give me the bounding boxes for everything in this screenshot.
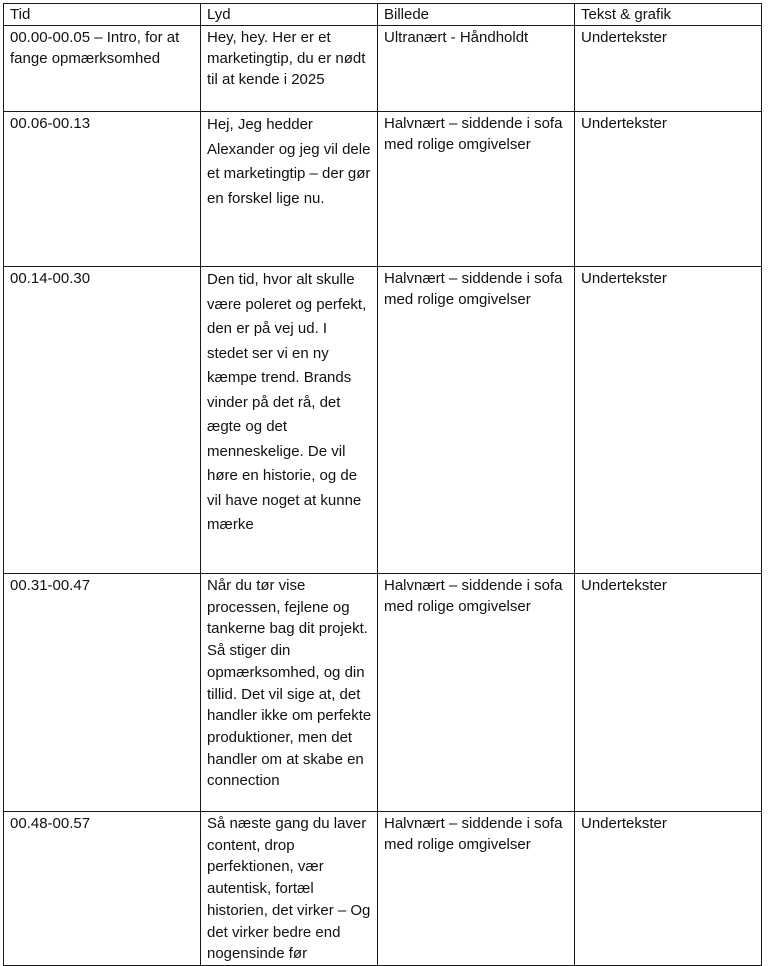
cell-tekst-grafik-text: Undertekster <box>581 115 667 132</box>
cell-tid-text: 00.00-00.05 – Intro, for at fange opmærksomhed <box>10 29 180 67</box>
cell-tid-text: 00.06-00.13 <box>10 115 91 132</box>
cell-tid <box>4 112 201 267</box>
table-row <box>4 26 762 112</box>
header-tekst-grafik: Tekst & grafik <box>575 4 762 26</box>
cell-tekst-grafik <box>575 112 762 267</box>
cell-billede-text: Ultranært - Håndholdt <box>384 29 529 46</box>
cell-tid <box>4 812 201 966</box>
cell-tekst-grafik <box>575 574 762 812</box>
table-row <box>4 267 762 574</box>
cell-lyd <box>201 574 378 812</box>
cell-lyd <box>201 812 378 966</box>
cell-billede-text: Halvnært – siddende i sofa med rolige omgivelser <box>384 115 563 153</box>
cell-billede <box>378 574 575 812</box>
cell-billede-text: Halvnært – siddende i sofa med rolige omgivelser <box>384 270 563 308</box>
header-tid: Tid <box>4 4 201 26</box>
cell-lyd-text: Den tid, hvor alt skulle være poleret og perfekt, den er på vej ud. I stedet ser vi en ny kæmpe trend. Brands vinder på det rå, det ægte og det menneskelige. De vil høre en historie, og de vil have noget at kunne mærke <box>207 271 367 533</box>
cell-tid-text: 00.14-00.30 <box>10 270 91 287</box>
table-row <box>4 574 762 812</box>
cell-tekst-grafik <box>575 26 762 112</box>
document-page <box>3 3 762 966</box>
cell-billede <box>378 112 575 267</box>
cell-lyd-text: Hey, hey. Her er et marketingtip, du er nødt til at kende i 2025 <box>207 29 366 88</box>
cell-tid-text: 00.48-00.57 <box>10 815 91 832</box>
cell-billede-text: Halvnært – siddende i sofa med rolige omgivelser <box>384 577 563 615</box>
cell-lyd-text: Så næste gang du laver content, drop perfektionen, vær autentisk, fortæl historien, det virker – Og det virker bedre end nogensinde før <box>207 815 371 963</box>
cell-tekst-grafik-text: Undertekster <box>581 577 667 594</box>
cell-tid <box>4 574 201 812</box>
cell-billede-text: Halvnært – siddende i sofa med rolige omgivelser <box>384 815 563 853</box>
cell-tekst-grafik-text: Undertekster <box>581 815 667 832</box>
cell-lyd-text: Hej, Jeg hedder Alexander og jeg vil dele et marketingtip – der gør en forskel lige nu. <box>207 116 371 207</box>
cell-lyd-text: Når du tør vise processen, fejlene og tankerne bag dit projekt. Så stiger din opmærksomhed, og din tillid. Det vil sige at, det handler ikke om perfekte produktioner, men det handler om at skabe en connection <box>207 577 372 790</box>
cell-lyd <box>201 26 378 112</box>
cell-lyd <box>201 112 378 267</box>
cell-tid <box>4 26 201 112</box>
table-row <box>4 812 762 966</box>
header-lyd: Lyd <box>201 4 378 26</box>
table-row <box>4 112 762 267</box>
cell-tid <box>4 267 201 574</box>
cell-tekst-grafik-text: Undertekster <box>581 29 667 46</box>
cell-tid-text: 00.31-00.47 <box>10 577 91 594</box>
cell-tekst-grafik <box>575 267 762 574</box>
cell-lyd <box>201 267 378 574</box>
table-header-row <box>4 4 762 26</box>
cell-billede <box>378 26 575 112</box>
cell-billede <box>378 267 575 574</box>
header-billede: Billede <box>378 4 575 26</box>
cell-billede <box>378 812 575 966</box>
cell-tekst-grafik-text: Undertekster <box>581 270 667 287</box>
script-table <box>3 3 762 966</box>
cell-tekst-grafik <box>575 812 762 966</box>
